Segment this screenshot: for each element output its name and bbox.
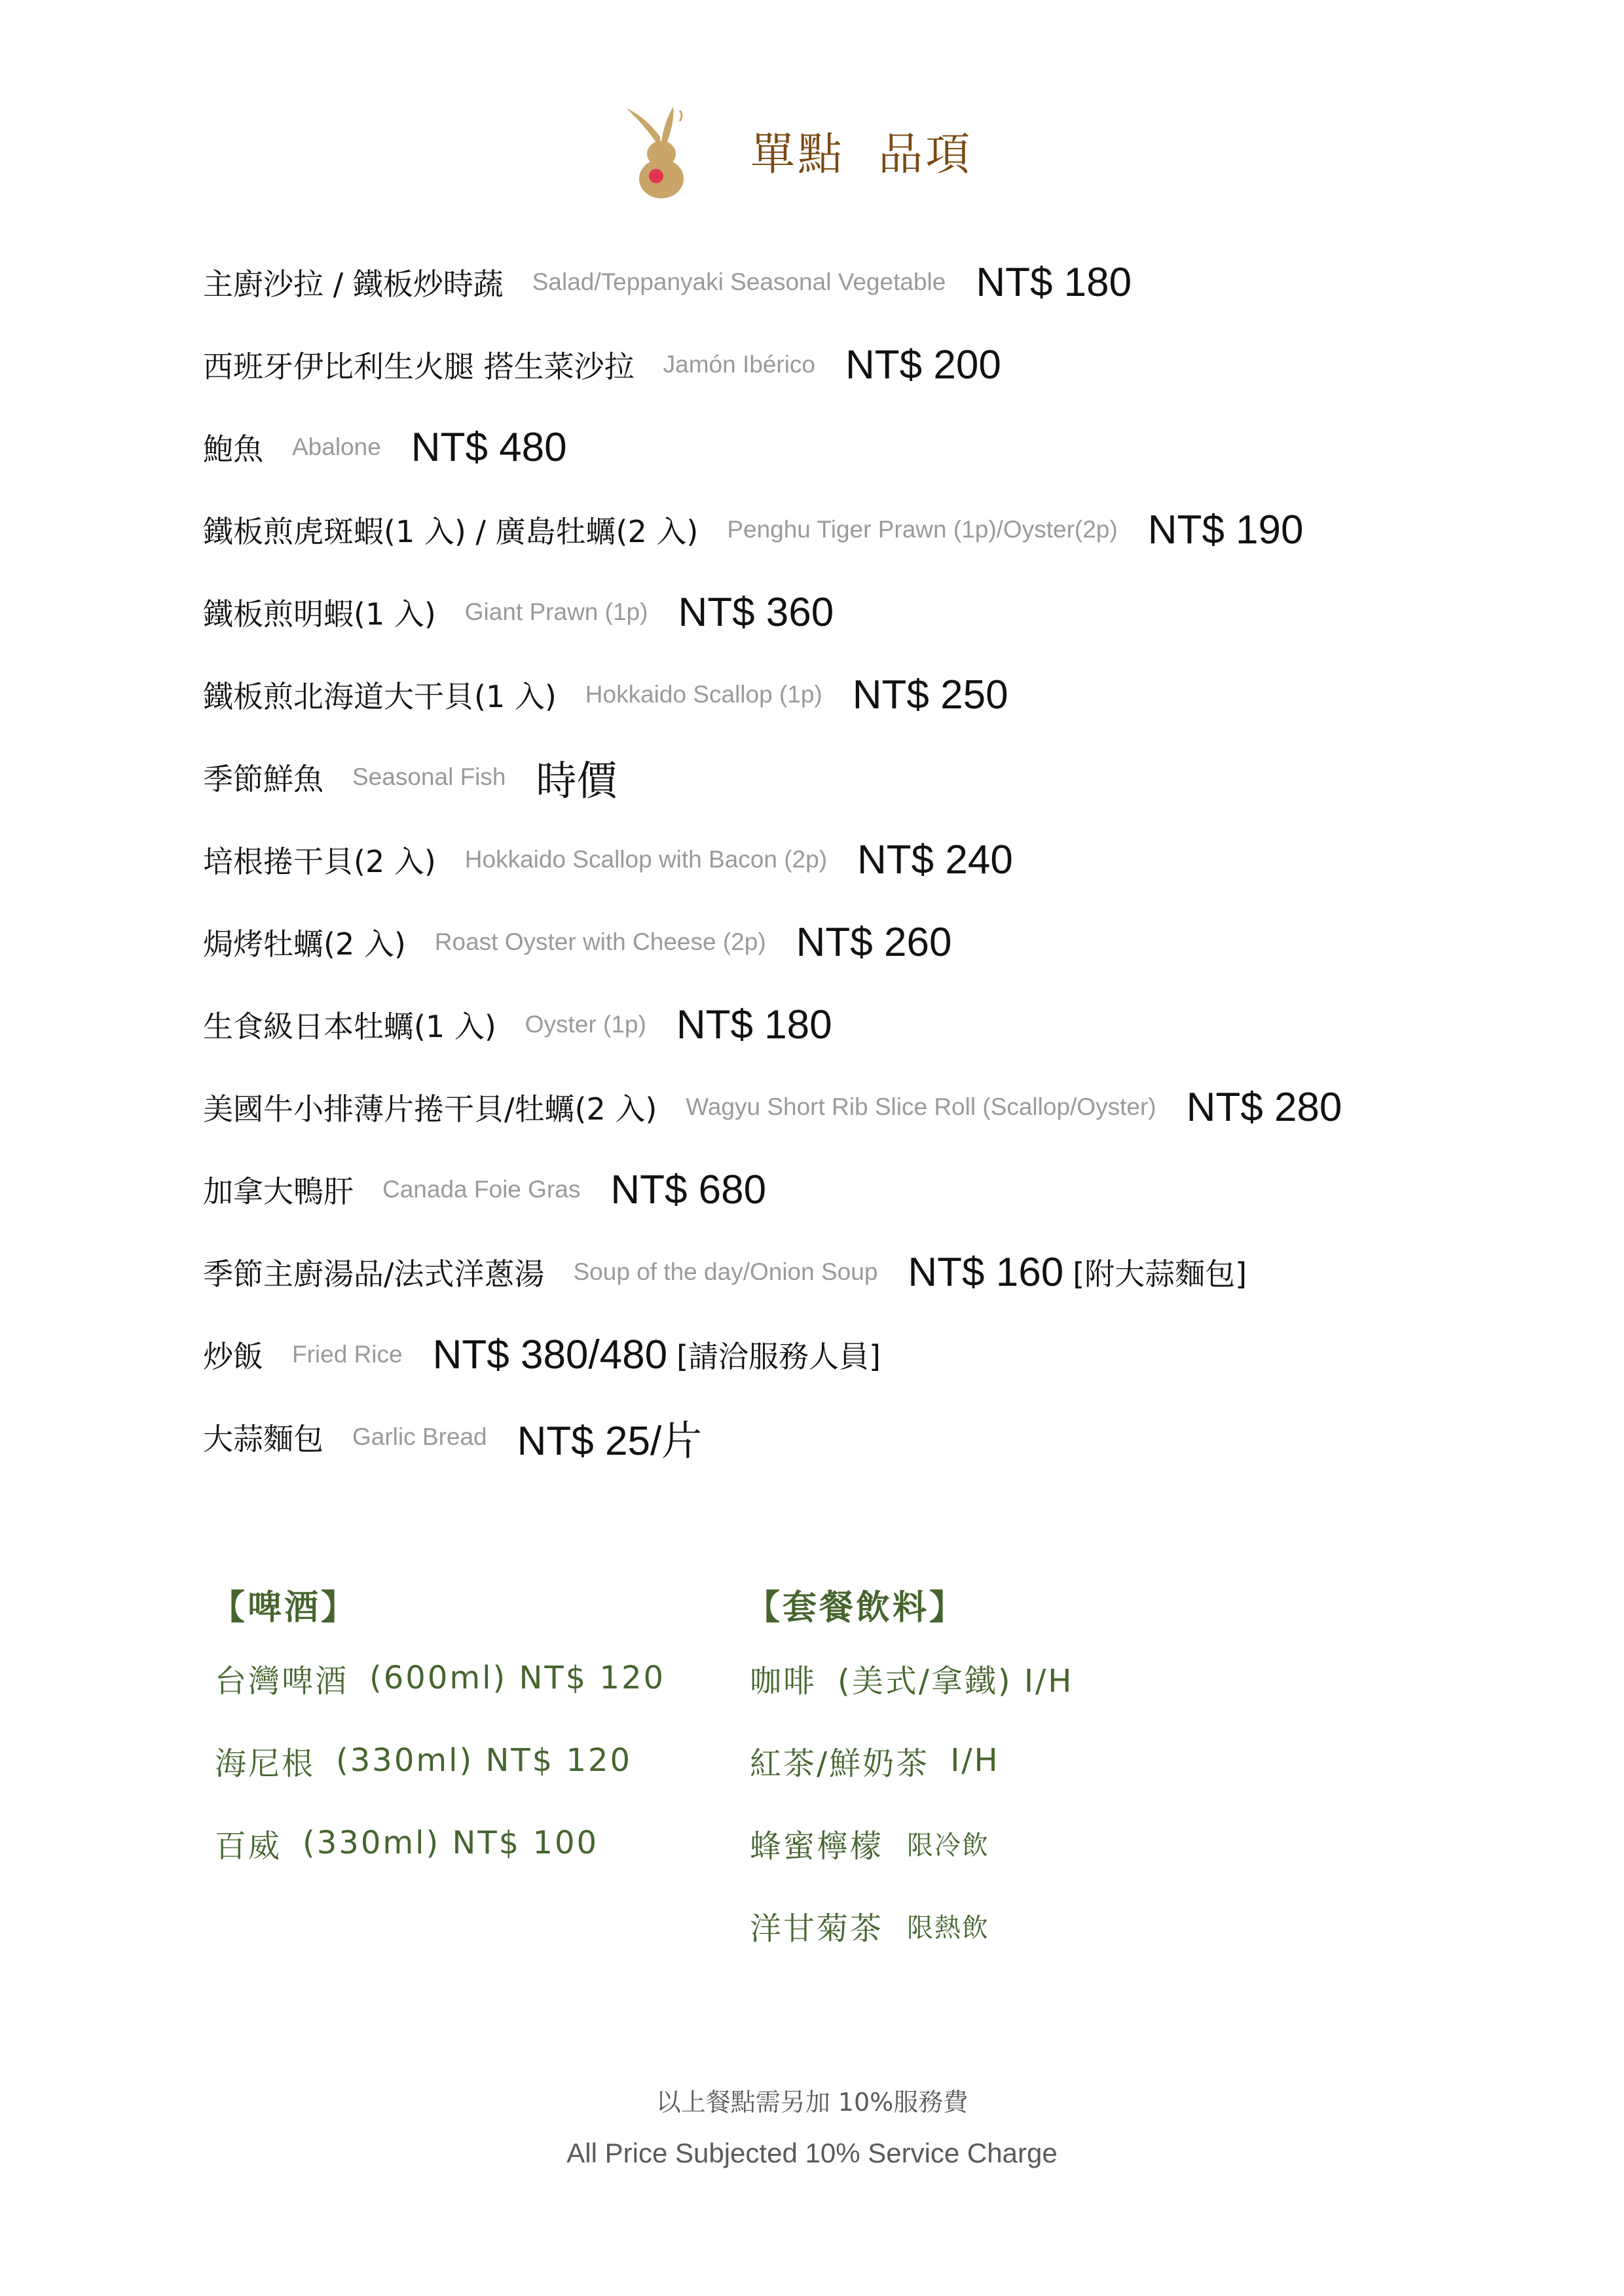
item-price: NT$ 160 — [908, 1249, 1064, 1295]
item-name-zh: 培根捲干貝(2 入) — [203, 844, 436, 879]
rabbit-gourd-logo-icon — [622, 101, 694, 200]
drink-name: 咖啡 — [750, 1662, 817, 1700]
menu-item — [203, 653, 1578, 736]
page-title: 單點 品項 — [750, 128, 973, 181]
page-header — [622, 101, 972, 200]
drink-name: 蜂蜜檸檬 — [750, 1827, 884, 1865]
item-price: 時價 — [536, 758, 618, 804]
drink-name: 台灣啤酒 — [215, 1662, 349, 1700]
menu-item — [203, 1148, 1578, 1231]
drink-detail: I/H — [950, 1742, 1000, 1779]
set-drinks-section — [746, 1571, 1074, 1967]
item-name-zh: 季節主廚湯品/法式洋蔥湯 — [203, 1256, 545, 1292]
item-note: [請洽服務人員] — [676, 1339, 881, 1374]
item-name-zh: 鐵板煎虎斑蝦(1 入) / 廣島牡蠣(2 入) — [203, 514, 699, 549]
item-price: NT$ 25/片 — [517, 1418, 703, 1464]
drink-item — [750, 1884, 1073, 1967]
item-name-en: Oyster (1p) — [525, 1011, 646, 1038]
menu-item — [203, 323, 1578, 406]
item-name-zh: 加拿大鴨肝 — [203, 1174, 354, 1209]
drink-detail: (美式/拿鐵) I/H — [838, 1662, 1074, 1700]
menu-item-list — [203, 241, 1578, 1478]
drink-name: 百威 — [215, 1827, 282, 1865]
drink-item — [215, 1719, 665, 1802]
menu-item — [203, 488, 1578, 571]
item-price: NT$ 280 — [1186, 1084, 1342, 1130]
item-name-en: Fried Rice — [292, 1341, 403, 1368]
item-price: NT$ 200 — [845, 342, 1001, 388]
drink-note: 限熱飲 — [907, 1912, 990, 1943]
item-note: [附大蒜麵包] — [1073, 1256, 1247, 1292]
item-name-zh: 西班牙伊比利生火腿 搭生菜沙拉 — [203, 349, 635, 384]
item-name-en: Giant Prawn (1p) — [464, 598, 648, 625]
menu-item — [203, 736, 1578, 818]
drink-detail: (330ml) NT$ 100 — [303, 1825, 599, 1861]
item-name-en: Wagyu Short Rib Slice Roll (Scallop/Oyster) — [686, 1093, 1156, 1120]
item-price: NT$ 480 — [411, 424, 567, 470]
item-name-zh: 焗烤牡蠣(2 入) — [203, 926, 406, 962]
item-name-zh: 大蒜麵包 — [203, 1421, 323, 1457]
drink-name: 洋甘菊茶 — [750, 1910, 884, 1947]
menu-item — [203, 1231, 1578, 1313]
drink-name: 海尼根 — [215, 1745, 316, 1782]
item-price: NT$ 190 — [1147, 507, 1304, 553]
set-drinks-heading: 【套餐飲料】 — [746, 1588, 967, 1628]
item-name-en: Seasonal Fish — [352, 763, 506, 790]
item-name-zh: 主廚沙拉 / 鐵板炒時蔬 — [203, 266, 504, 302]
drink-detail: (600ml) NT$ 120 — [369, 1660, 666, 1696]
item-name-en: Abalone — [292, 433, 381, 460]
drink-item — [750, 1802, 1073, 1884]
item-name-en: Penghu Tiger Prawn (1p)/Oyster(2p) — [727, 516, 1118, 543]
service-charge-note-zh: 以上餐點需另加 10%服務費 — [655, 2088, 969, 2117]
item-name-en: Salad/Teppanyaki Seasonal Vegetable — [532, 268, 946, 295]
drink-item — [215, 1637, 665, 1719]
item-name-zh: 鐵板煎明蝦(1 入) — [203, 596, 436, 632]
item-price: NT$ 180 — [676, 1002, 832, 1048]
item-price: NT$ 260 — [796, 919, 952, 965]
menu-item — [203, 1396, 1578, 1478]
item-name-zh: 季節鮮魚 — [203, 761, 323, 797]
item-name-en: Hokkaido Scallop with Bacon (2p) — [464, 846, 828, 873]
item-name-en: Hokkaido Scallop (1p) — [585, 681, 822, 708]
item-price: NT$ 680 — [610, 1167, 767, 1212]
service-charge-note-en: All Price Subjected 10% Service Charge — [566, 2138, 1058, 2168]
menu-item — [203, 818, 1578, 901]
item-name-zh: 炒飯 — [203, 1339, 263, 1374]
menu-item — [203, 1066, 1578, 1148]
menu-item — [203, 901, 1578, 983]
item-name-en: Soup of the day/Onion Soup — [573, 1258, 878, 1285]
menu-item — [203, 406, 1578, 488]
item-price: NT$ 240 — [857, 837, 1013, 883]
menu-item — [203, 1313, 1578, 1396]
drink-item — [215, 1802, 665, 1884]
item-name-en: Jamón Ibérico — [663, 351, 816, 378]
drink-note: 限冷飲 — [907, 1830, 990, 1861]
beer-section — [211, 1571, 666, 1884]
item-name-zh: 鮑魚 — [203, 431, 263, 467]
item-name-zh: 生食級日本牡蠣(1 入) — [203, 1009, 496, 1044]
item-name-zh: 鐵板煎北海道大干貝(1 入) — [203, 679, 557, 714]
beer-heading: 【啤酒】 — [211, 1588, 358, 1628]
item-name-en: Garlic Bread — [352, 1423, 487, 1450]
drink-detail: (330ml) NT$ 120 — [336, 1742, 633, 1779]
item-price: NT$ 380/480 — [432, 1332, 668, 1377]
menu-item — [203, 571, 1578, 653]
menu-item — [203, 241, 1578, 323]
drink-item — [750, 1719, 1073, 1802]
item-price: NT$ 180 — [976, 259, 1132, 305]
drink-name: 紅茶/鮮奶茶 — [750, 1745, 930, 1782]
item-name-en: Roast Oyster with Cheese (2p) — [434, 928, 766, 955]
menu-item — [203, 983, 1578, 1066]
item-name-en: Canada Foie Gras — [382, 1176, 581, 1203]
item-name-zh: 美國牛小排薄片捲干貝/牡蠣(2 入) — [203, 1091, 657, 1127]
drink-item — [750, 1637, 1073, 1719]
item-price: NT$ 250 — [852, 672, 1008, 718]
item-price: NT$ 360 — [678, 589, 834, 635]
